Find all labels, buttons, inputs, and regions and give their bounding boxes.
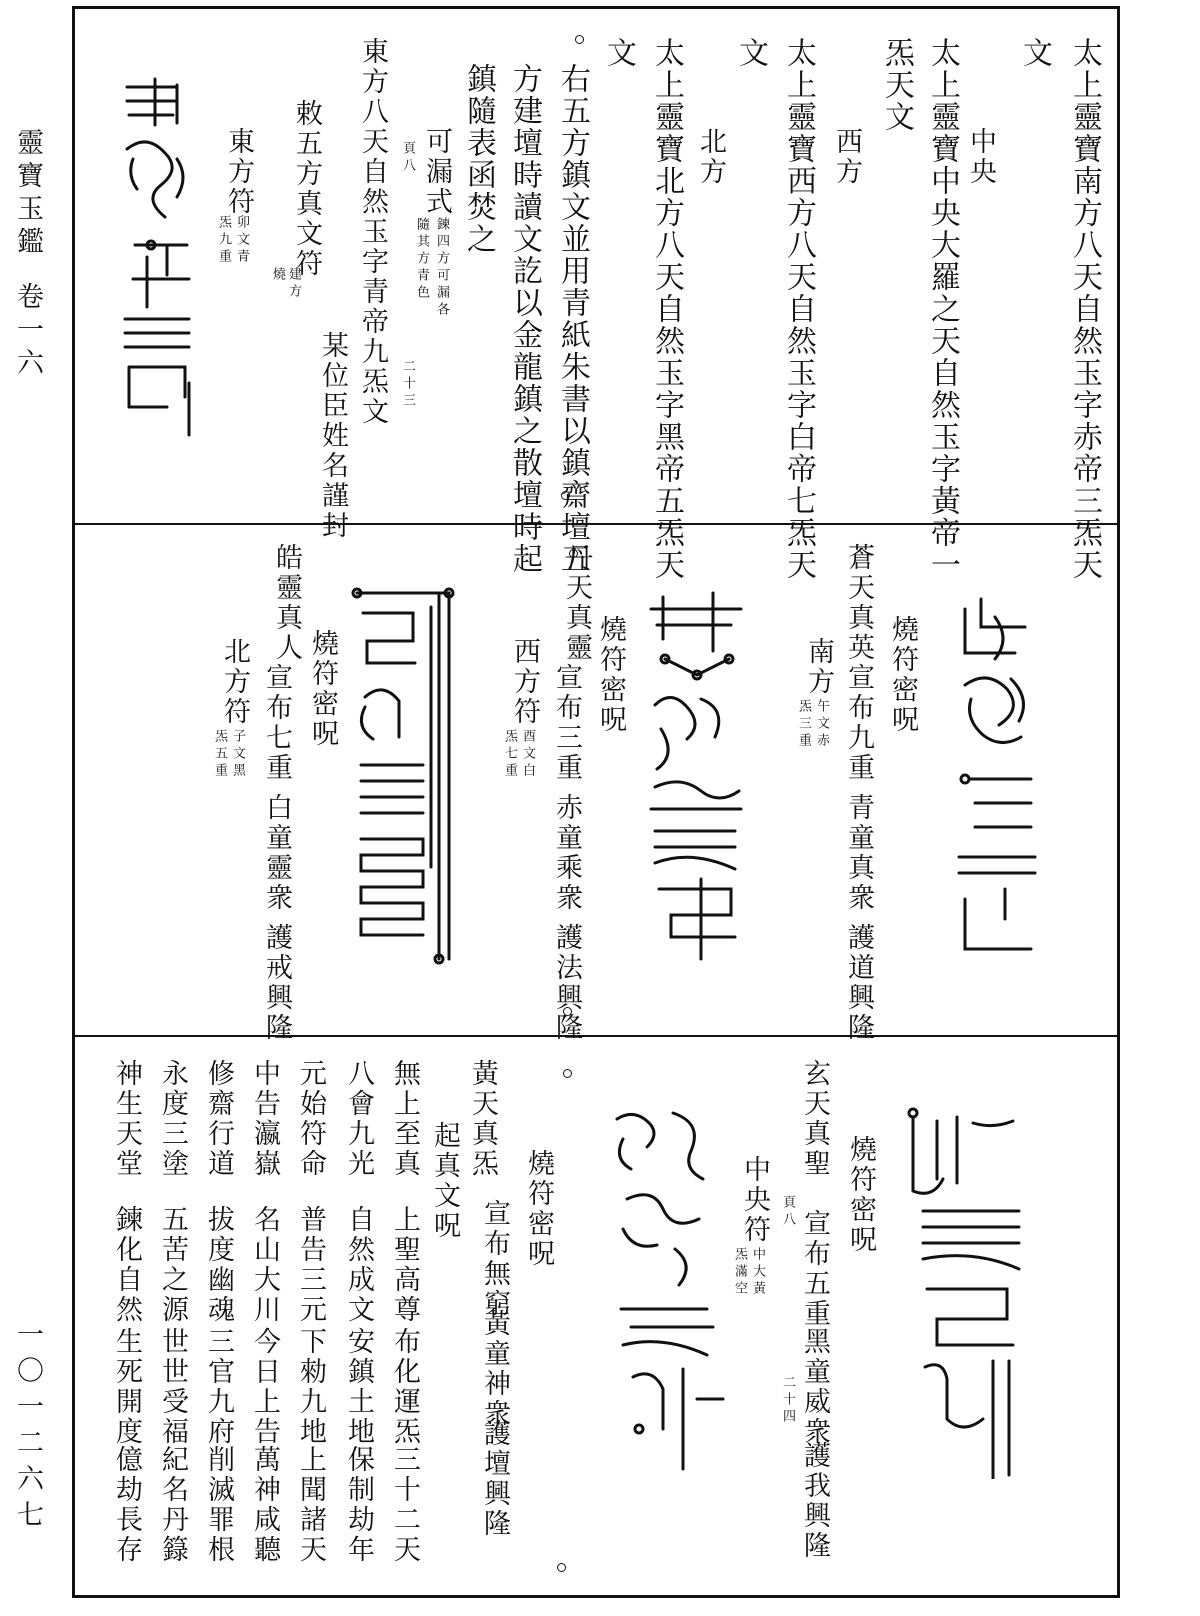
text-column: 右五方鎮文並用青紙朱書以鎮齋壇五	[555, 63, 590, 575]
incantation-line: 元始符命	[295, 1059, 326, 1179]
incantation-line: 保制劫年	[343, 1445, 374, 1565]
text-column: 護法興隆	[551, 923, 582, 1043]
text-column: 護壇興隆	[479, 1419, 510, 1539]
text-column: 文	[733, 37, 768, 69]
incantation-line: 名山大川	[249, 1205, 280, 1325]
incantation-line: 萬神咸聽	[249, 1445, 280, 1565]
circle-mark	[563, 1007, 572, 1016]
incantation-line: 普告三元	[295, 1205, 326, 1325]
incantation-line: 八會九光	[343, 1059, 374, 1179]
text-column: 東方八天自然玉字青帝九炁文	[357, 37, 388, 427]
incantation-line: 拔度幽魂	[203, 1205, 234, 1325]
text-column: 護我興隆	[799, 1441, 830, 1561]
annotation-note: 炁三重	[796, 699, 811, 750]
circle-mark	[563, 1069, 572, 1078]
circle-mark	[557, 1563, 566, 1572]
text-column: 玄天真聖	[799, 1059, 830, 1179]
annotation-note: 頁八	[400, 141, 415, 175]
annotation-note: 燒	[270, 267, 285, 284]
page-number: 一〇一二六七	[12, 1320, 43, 1536]
text-column: 東方符	[223, 127, 254, 217]
text-column: 太上靈寶北方八天自然玉字黑帝五炁天	[649, 37, 684, 581]
east-talisman-image	[107, 67, 207, 447]
west-ladder-talisman-image	[343, 577, 473, 973]
text-column: 黃童神衆	[479, 1309, 510, 1429]
circle-mark	[561, 491, 570, 500]
text-column: 太上靈寶西方八天自然玉字白帝七炁天	[781, 37, 816, 581]
incantation-line: 鍊化自然	[111, 1205, 142, 1325]
text-column: 敕五方真文符	[291, 99, 322, 279]
annotation-note: 午文赤	[814, 699, 829, 750]
text-column: 宣布三重	[551, 663, 582, 783]
south-talisman-image	[935, 589, 1055, 969]
text-column: 方建壇時讀文訖以金龍鎮之散壇時起	[507, 63, 542, 575]
incantation-line: 安鎮土地	[343, 1327, 374, 1447]
incantation-line: 神生天堂	[111, 1059, 142, 1179]
circle-mark	[569, 549, 578, 558]
text-column: 護道興隆	[843, 923, 874, 1043]
incantation-line: 永度三塗	[157, 1059, 188, 1179]
incantation-line: 自然成文	[343, 1205, 374, 1325]
annotation-note: 中大黃	[750, 1247, 765, 1298]
incantation-line: 五苦之源	[157, 1205, 188, 1325]
text-column: 蒼天真英	[843, 543, 874, 663]
section-divider	[75, 523, 1117, 525]
incantation-line: 今日上告	[249, 1327, 280, 1447]
incantation-line: 無上至真	[389, 1059, 420, 1179]
text-column: 北方符	[219, 637, 250, 727]
text-column: 西方符	[509, 637, 540, 727]
circle-mark	[575, 35, 584, 44]
text-column: 起真文呪	[429, 1121, 460, 1241]
annotation-note: 頁八	[780, 1195, 795, 1229]
text-column: 宣布七重	[261, 663, 292, 783]
text-column: 宣布五重	[799, 1209, 830, 1329]
text-column: 皓靈真人	[271, 543, 302, 663]
incantation-line: 布化運炁	[389, 1327, 420, 1447]
annotation-note: 卯文青	[234, 215, 249, 266]
incantation-line: 修齋行道	[203, 1059, 234, 1179]
text-column: 某位臣姓名謹封	[317, 331, 348, 541]
text-column: 白童靈衆	[261, 793, 292, 913]
text-column: 太上靈寶中央大羅之天自然玉字黃帝一	[925, 37, 960, 581]
annotation-note: 鍊四方可漏各	[434, 217, 449, 319]
annotation-note: 二十三	[400, 359, 415, 410]
incantation-line: 三官九府	[203, 1327, 234, 1447]
annotation-note: 子文黑	[230, 729, 245, 780]
annotation-note: 炁九重	[216, 215, 231, 266]
text-column: 赤童乘衆	[551, 793, 582, 913]
text-column: 青童真衆	[843, 793, 874, 913]
text-column: 文	[1017, 37, 1052, 69]
direction-heading: 北方	[695, 127, 726, 187]
text-column: 炁天文	[879, 37, 914, 133]
text-column: 黑童威衆	[799, 1327, 830, 1447]
annotation-note: 炁七重	[502, 729, 517, 780]
incantation-line: 中告瀛嶽	[249, 1059, 280, 1179]
incantation-line: 紀名丹籙	[157, 1445, 188, 1565]
incantation-line: 上聖高尊	[389, 1205, 420, 1325]
incantation-line: 生死開度	[111, 1327, 142, 1447]
book-title: 靈寶玉鑑	[12, 128, 43, 260]
text-column: 燒符密呪	[523, 1149, 554, 1269]
incantation-line: 世世受福	[157, 1327, 188, 1447]
text-column: 宣布九重	[843, 663, 874, 783]
annotation-note: 炁五重	[212, 729, 227, 780]
incantation-line: 三十二天	[389, 1445, 420, 1565]
text-column: 宣布無窮	[479, 1199, 510, 1319]
text-column: 中央符	[739, 1155, 770, 1245]
incantation-line: 億劫長存	[111, 1445, 142, 1565]
text-column: 燒符密呪	[595, 615, 626, 735]
direction-heading: 西方	[831, 127, 862, 187]
incantation-line: 下勑九地	[295, 1327, 326, 1447]
text-column: 文	[601, 37, 636, 69]
text-column: 南方	[803, 637, 834, 697]
text-column: 燒符密呪	[845, 1135, 876, 1255]
text-column: 太上靈寶南方八天自然玉字赤帝三炁天	[1067, 37, 1102, 581]
text-column: 丹天真靈	[561, 543, 592, 663]
annotation-note: 隨其方青色	[414, 217, 429, 302]
text-column: 燒符密呪	[887, 615, 918, 735]
annotation-note: 酉文白	[520, 729, 535, 780]
incantation-line: 上聞諸天	[295, 1445, 326, 1565]
text-column: 護戒興隆	[261, 923, 292, 1043]
section-divider	[75, 1035, 1117, 1037]
west-talisman-image	[631, 579, 761, 969]
direction-heading: 中央	[965, 127, 996, 187]
annotation-note: 二十四	[780, 1375, 795, 1426]
text-column: 可漏式	[421, 127, 452, 217]
volume-label: 卷一六	[12, 282, 43, 381]
annotation-note: 炁滿空	[732, 1247, 747, 1298]
page-frame	[72, 6, 1120, 1598]
text-column: 鎮隨表函焚之	[461, 63, 496, 255]
center-talisman-image	[903, 1099, 1033, 1479]
incantation-line: 削滅罪根	[203, 1445, 234, 1565]
annotation-note: 建方	[286, 267, 301, 301]
text-column: 黃天真炁	[467, 1059, 498, 1179]
yellow-talisman-image	[603, 1099, 733, 1479]
text-column: 燒符密呪	[307, 629, 338, 749]
